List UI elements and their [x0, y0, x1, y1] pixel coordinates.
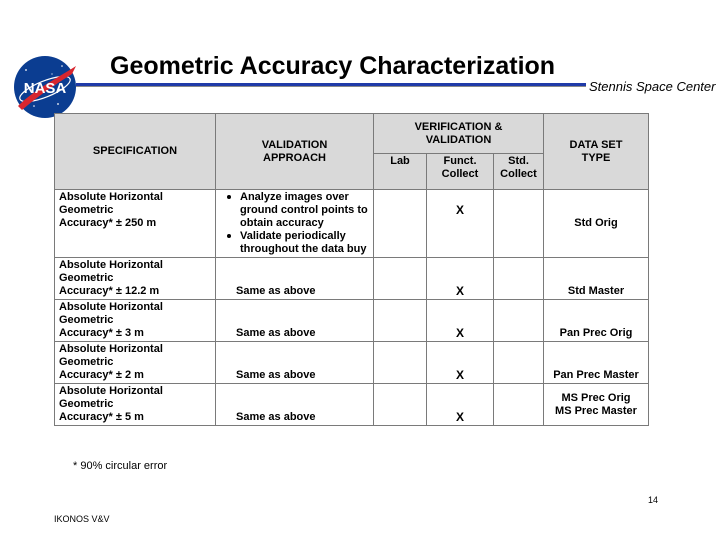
spec-line: Accuracy* ± 5 m — [59, 411, 144, 423]
lab-cell — [374, 300, 427, 342]
table-row — [55, 342, 649, 384]
spec-line: Absolute Horizontal Geometric — [59, 259, 163, 284]
page-number: 14 — [648, 495, 659, 505]
table-row — [55, 190, 649, 258]
bullet-line: throughout the data buy — [240, 243, 367, 255]
approach-cell: Same as above — [216, 384, 374, 426]
header-line: Std. — [508, 155, 529, 167]
header-line: TYPE — [581, 151, 611, 164]
spec-line: Absolute Horizontal Geometric — [59, 343, 163, 368]
header-line: DATA SET — [569, 138, 623, 151]
spec-line: Absolute Horizontal Geometric — [59, 385, 163, 410]
lab-cell — [374, 342, 427, 384]
table-row — [55, 258, 649, 300]
title-rule-shadow — [76, 86, 586, 87]
data-set-type-cell — [544, 300, 649, 342]
table-row — [55, 300, 649, 342]
data-set-type-cell — [544, 190, 649, 258]
header-line: Collect — [441, 168, 479, 180]
spec-line: Accuracy* ± 12.2 m — [59, 285, 160, 297]
header-line: APPROACH — [263, 151, 326, 164]
spec-cell — [55, 190, 216, 258]
funct-collect-mark: X — [427, 258, 494, 300]
bullet-line: obtain accuracy — [240, 217, 324, 229]
lab-cell — [374, 190, 427, 258]
header-line: Collect — [500, 168, 537, 180]
center-name: Stennis Space Center — [589, 79, 716, 94]
spec-cell — [55, 300, 216, 342]
data-set-type-cell — [544, 258, 649, 300]
spec-line: Accuracy* ± 250 m — [59, 217, 157, 229]
type-line: Pan Prec Master — [553, 369, 639, 381]
table-row — [55, 384, 649, 426]
type-line: MS Prec Master — [555, 404, 637, 417]
approach-bullet-list — [226, 191, 369, 256]
approach-bullet — [240, 191, 369, 230]
funct-collect-mark: X — [427, 342, 494, 384]
spec-line: Absolute Horizontal Geometric — [59, 301, 163, 326]
spec-line: Accuracy* ± 2 m — [59, 369, 144, 381]
header-line: VALIDATION — [425, 133, 492, 146]
data-set-type-cell — [544, 384, 649, 426]
lab-cell — [374, 384, 427, 426]
spec-cell — [55, 258, 216, 300]
approach-cell: Same as above — [216, 342, 374, 384]
data-set-type-cell — [544, 342, 649, 384]
bullet-line: Validate periodically — [240, 230, 346, 242]
type-line: Pan Prec Orig — [559, 327, 633, 339]
header-funct-collect — [427, 154, 494, 190]
header-verification-validation — [374, 114, 544, 154]
footer-label: IKONOS V&V — [54, 514, 110, 524]
std-collect-cell — [494, 342, 544, 384]
logo-text: NASA — [23, 80, 67, 97]
spec-cell — [55, 342, 216, 384]
approach-cell: Same as above — [216, 300, 374, 342]
header-std-collect — [494, 154, 544, 190]
header-line: VALIDATION — [261, 138, 328, 151]
bullet-line: ground control points to — [240, 204, 368, 216]
bullet-line: Analyze images over — [240, 191, 349, 203]
page-title: Geometric Accuracy Characterization — [110, 52, 556, 80]
header-lab: Lab — [374, 154, 427, 190]
spec-line: Absolute Horizontal Geometric — [59, 191, 163, 216]
std-collect-cell — [494, 258, 544, 300]
approach-bullet — [240, 230, 369, 256]
type-line: Std Orig — [574, 217, 618, 229]
approach-cell — [216, 190, 374, 258]
approach-cell: Same as above — [216, 258, 374, 300]
lab-cell — [374, 258, 427, 300]
funct-collect-mark: X — [427, 300, 494, 342]
funct-collect-mark: X — [427, 190, 494, 258]
type-line: MS Prec Orig — [561, 391, 631, 404]
spec-line: Accuracy* ± 3 m — [59, 327, 144, 339]
header-line: VERIFICATION & — [414, 120, 503, 133]
std-collect-cell — [494, 190, 544, 258]
specification-table — [54, 113, 649, 426]
header-data-set-type — [544, 114, 649, 190]
std-collect-cell — [494, 300, 544, 342]
funct-collect-mark: X — [427, 384, 494, 426]
footnote: * 90% circular error — [73, 460, 168, 472]
std-collect-cell — [494, 384, 544, 426]
header-validation-approach — [216, 114, 374, 190]
header-specification: SPECIFICATION — [55, 114, 216, 190]
spec-cell — [55, 384, 216, 426]
header-line: Funct. — [443, 155, 477, 167]
nasa-logo-icon — [12, 54, 78, 120]
type-line: Std Master — [567, 285, 625, 297]
